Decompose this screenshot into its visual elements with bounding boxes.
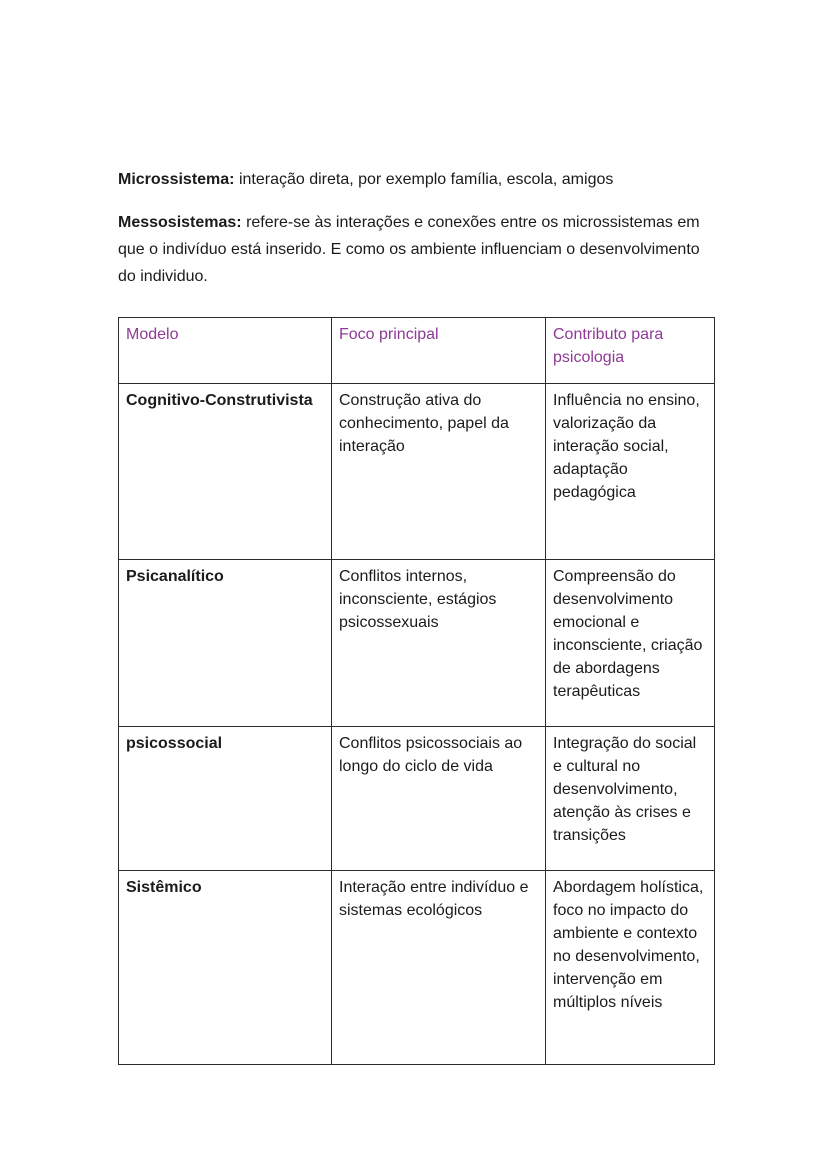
definition-microssistema: interação direta, por exemplo família, escola, amigos	[238, 171, 614, 188]
cell-contributo: Abordagem holística, foco no impacto do ambiente e contexto no desenvolvimento, intervenção em múltiplos níveis	[546, 871, 715, 1065]
cell-modelo: Cognitivo-Construtivista	[119, 384, 332, 560]
header-modelo: Modelo	[119, 318, 332, 384]
cell-foco: Construção ativa do conhecimento, papel da interação	[332, 384, 546, 560]
paragraph-messosistemas	[118, 209, 713, 290]
table-header-row	[119, 318, 715, 384]
cell-foco: Conflitos psicossociais ao longo do ciclo de vida	[332, 727, 546, 871]
table-row-cognitivo-construtivista	[119, 384, 715, 560]
paragraph-microssistema	[118, 166, 713, 193]
cell-modelo: Psicanalítico	[119, 560, 332, 727]
cell-contributo: Influência no ensino, valorização da interação social, adaptação pedagógica	[546, 384, 715, 560]
cell-modelo: psicossocial	[119, 727, 332, 871]
term-messosistemas: Messosistemas:	[118, 214, 242, 231]
cell-foco: Conflitos internos, inconsciente, estágios psicossexuais	[332, 560, 546, 727]
cell-foco: Interação entre indivíduo e sistemas ecológicos	[332, 871, 546, 1065]
table-row-psicossocial	[119, 727, 715, 871]
header-foco-principal: Foco principal	[332, 318, 546, 384]
models-table	[118, 317, 715, 1065]
cell-contributo: Integração do social e cultural no desenvolvimento, atenção às crises e transições	[546, 727, 715, 871]
definition-messosistemas: refere-se às interações e conexões entre os microssistemas em que o indivíduo está inserido. E como os ambiente influenciam o desenvolvimento do individuo.	[118, 214, 700, 285]
cell-modelo: Sistêmico	[119, 871, 332, 1065]
table-row-psicanalitico	[119, 560, 715, 727]
header-contributo: Contributo para psicologia	[546, 318, 715, 384]
table-row-sistemico	[119, 871, 715, 1065]
cell-contributo: Compreensão do desenvolvimento emocional e inconsciente, criação de abordagens terapêuticas	[546, 560, 715, 727]
term-microssistema: Microssistema:	[118, 171, 235, 188]
